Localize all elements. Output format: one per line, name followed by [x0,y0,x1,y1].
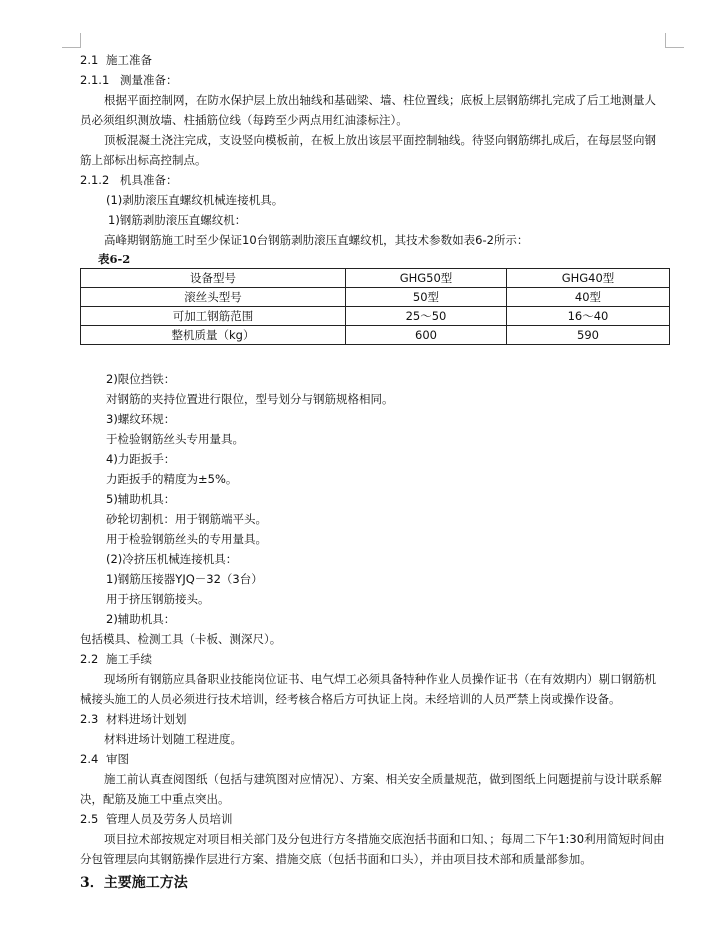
spec-table [80,268,670,345]
table-cell: 整机质量（kg） [81,326,346,345]
list-item: 力距扳手的精度为±5%。 [106,472,238,486]
list-item: 对钢筋的夹持位置进行限位，型号划分与钢筋规格相同。 [106,392,394,406]
list-item: 包括模具、检测工具（卡板、测深尺）。 [80,632,282,646]
table-cell: 590 [507,326,670,345]
table-cell: 可加工钢筋范围 [81,307,346,326]
table-cell: 40型 [507,288,670,307]
list-item-3: 高峰期钢筋施工时至少保证10台钢筋剥肋滚压直螺纹机，其技术参数如表6-2所示： [104,233,529,247]
table-caption: 表6-2 [98,252,131,266]
heading-2-5: 2.5 管理人员及劳务人员培训 [80,812,233,826]
paragraph-survey-2: 顶板混凝土浇注完成，支设竖向模板前，在板上放出该层平面控制轴线。待竖向钢筋绑扎成后，在每层竖向钢筋上部标出标高控制点。 [80,133,656,167]
heading-2-1: 2.1 施工准备 [80,53,152,67]
crop-mark-top-left [62,33,81,48]
list-item: 于检验钢筋丝头专用量具。 [106,432,244,446]
heading-2-1-2: 2.1.2 机具准备： [80,173,178,187]
heading-2-3: 2.3 材料进场计划划 [80,712,187,726]
table-row [81,307,670,326]
table-header-cell: GHG40型 [507,269,670,288]
table-cell: 600 [346,326,507,345]
table-cell: 16～40 [507,307,670,326]
paragraph-procedures: 现场所有钢筋应具备职业技能岗位证书、电气焊工必须具备特种作业人员操作证书（在有效期内）剔口钢筋机械接头施工的人员必须进行技术培训，经考核合格后方可执证上岗。未经培训的人员严禁上岗或操作设备。 [80,672,656,706]
table-cell: 50型 [346,288,507,307]
document-body [80,50,666,893]
list-item: (2)冷挤压机械连接机具： [106,552,238,566]
table-cell: 25～50 [346,307,507,326]
list-item: 4)力距扳手： [106,452,176,466]
heading-2-1-1: 2.1.1 测量准备： [80,73,178,87]
paragraph-survey-1: 根据平面控制网，在防水保护层上放出轴线和基础梁、墙、柱位置线；底板上层钢筋绑扎完成了后工地测量人员必须组织测放墙、柱插筋位线（每跨至少两点用红油漆标注）。 [80,93,656,127]
list-item: 用于挤压钢筋接头。 [106,592,210,606]
heading-2-2: 2.2 施工手续 [80,652,152,666]
table-cell: 滚丝头型号 [81,288,346,307]
table-row [81,326,670,345]
list-item: 5)辅助机具： [106,492,176,506]
table-row [81,288,670,307]
list-item: 3)螺纹环规： [106,412,176,426]
list-item-1: (1)剥肋滚压直螺纹机械连接机具。 [106,193,284,207]
list-item: 1)钢筋压接器YJQ－32（3台） [106,572,263,586]
heading-3: 3．主要施工方法 [80,875,188,891]
paragraph-materials: 材料进场计划随工程进度。 [104,732,242,746]
table-header-cell: 设备型号 [81,269,346,288]
list-item-2: 1)钢筋剥肋滚压直螺纹机： [108,213,247,227]
list-item: 砂轮切割机：用于钢筋端平头。 [106,512,267,526]
heading-2-4: 2.4 审图 [80,752,129,766]
list-item: 用于检验钢筋丝头的专用量具。 [106,532,267,546]
table-header-cell: GHG50型 [346,269,507,288]
list-item: 2)限位挡铁： [106,372,176,386]
paragraph-training: 项目拉术部按规定对项目相关部门及分包进行方冬措施交底泡括书面和口知、；每周二下午1:30利用简短时间由分包管理层向其钢筋操作层进行方案、措施交底（包括书面和口头），并由项目技术部和质量部参加。 [80,832,665,866]
table-header-row [81,269,670,288]
list-item: 2)辅助机具： [106,612,176,626]
paragraph-drawing-review: 施工前认真查阅图纸（包括与建筑图对应情况）、方案、相关安全质量规范，做到图纸上问题提前与设计联系解决，配筋及施工中重点突出。 [80,772,662,806]
crop-mark-top-right [665,33,684,48]
